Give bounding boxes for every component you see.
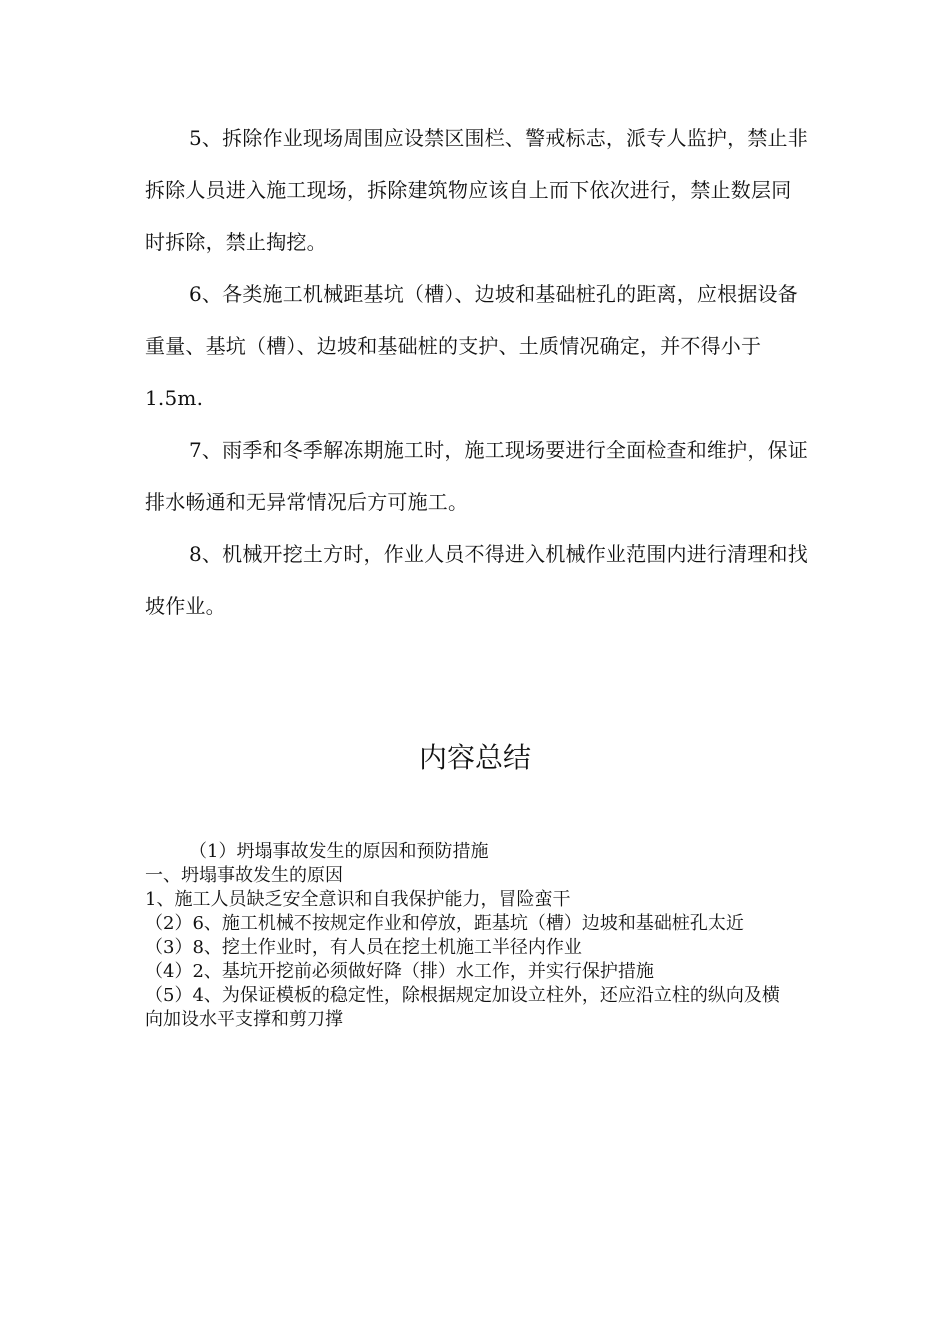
paragraph-7: 7、雨季和冬季解冻期施工时，施工现场要进行全面检查和维护，保证排水畅通和无异常情况后方可施工。 — [145, 438, 808, 514]
summary-title: 内容总结 — [418, 741, 531, 774]
summary-line: 一、坍塌事故发生的原因 — [145, 865, 343, 886]
summary-line: 1、施工人员缺乏安全意识和自我保护能力，冒险蛮干 — [145, 889, 571, 910]
body-text — [145, 112, 810, 632]
summary-line: （4）2、基坑开挖前必须做好降（排）水工作，并实行保护措施 — [145, 961, 654, 982]
summary-line: （5）4、为保证模板的稳定性，除根据规定加设立柱外，还应沿立柱的纵向及横向加设水平支撑和剪刀撑 — [145, 985, 780, 1030]
summary-section — [145, 840, 795, 1032]
paragraph-5: 5、拆除作业现场周围应设禁区围栏、警戒标志，派专人监护，禁止非拆除人员进入施工现场，拆除建筑物应该自上而下依次进行，禁止数层同时拆除，禁止掏挖。 — [145, 126, 808, 254]
summary-line: （2）6、施工机械不按规定作业和停放，距基坑（槽）边坡和基础桩孔太近 — [145, 913, 744, 934]
paragraph-8: 8、机械开挖土方时，作业人员不得进入机械作业范围内进行清理和找坡作业。 — [145, 542, 808, 618]
summary-line: （3）8、挖土作业时，有人员在挖土机施工半径内作业 — [145, 937, 582, 958]
summary-line: （1）坍塌事故发生的原因和预防措施 — [189, 841, 489, 862]
paragraph-6: 6、各类施工机械距基坑（槽）、边坡和基础桩孔的距离，应根据设备重量、基坑（槽）、边坡和基础桩的支护、土质情况确定，并不得小于1.5m. — [145, 282, 798, 410]
